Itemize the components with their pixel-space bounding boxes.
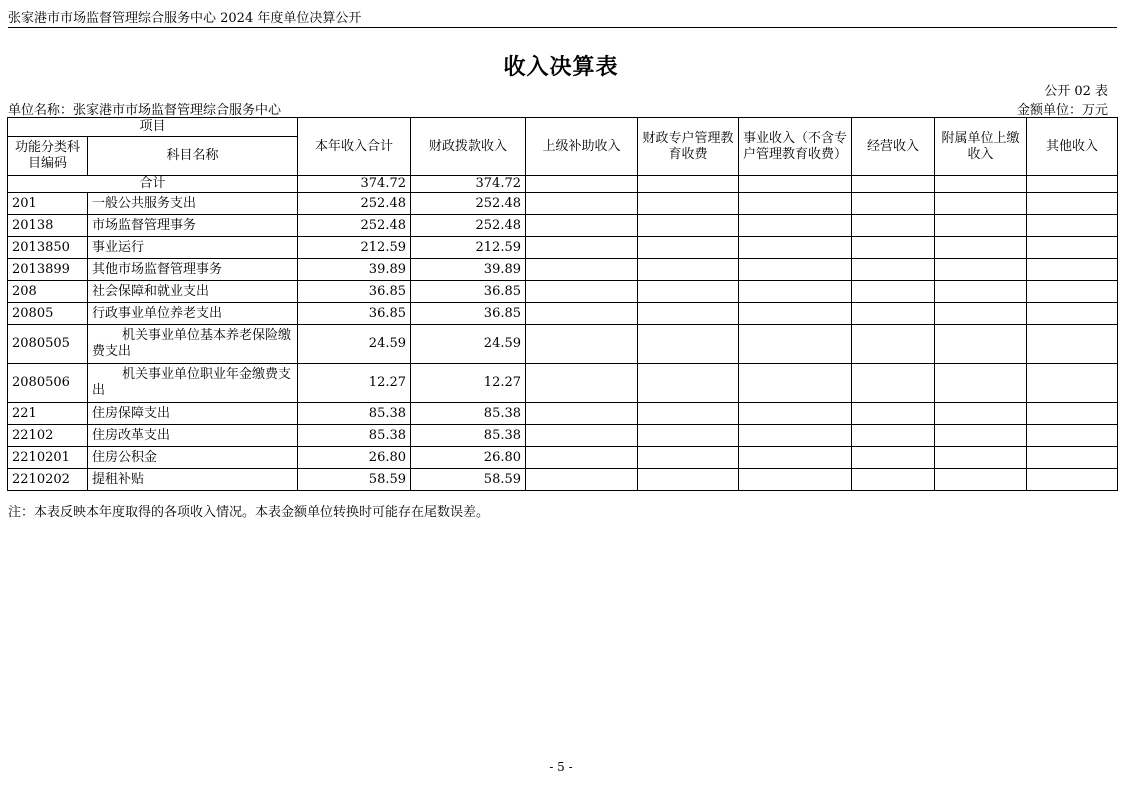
row-name: 事业运行: [88, 237, 298, 259]
row-fiscal: 26.80: [411, 447, 526, 469]
row-code: 2080505: [8, 325, 88, 364]
header-total: 本年收入合计: [298, 118, 411, 176]
row-fiscal: 36.85: [411, 303, 526, 325]
row-total: 26.80: [298, 447, 411, 469]
header-fiscal: 财政拨款收入: [411, 118, 526, 176]
row-name: 社会保障和就业支出: [88, 281, 298, 303]
form-code: 公开 02 表: [1044, 84, 1108, 99]
row-fiscal: 39.89: [411, 259, 526, 281]
header-business: 事业收入（不含专户管理教育收费）: [739, 118, 852, 176]
row-name: 市场监督管理事务: [88, 215, 298, 237]
table-row: [8, 215, 1118, 237]
row-name: 机关事业单位基本养老保险缴费支出: [88, 325, 298, 364]
row-total: 12.27: [298, 364, 411, 403]
row-name: 一般公共服务支出: [88, 193, 298, 215]
row-total: 85.38: [298, 425, 411, 447]
row-total: 252.48: [298, 193, 411, 215]
row-total: 36.85: [298, 303, 411, 325]
table-row: [8, 364, 1118, 403]
row-total: 58.59: [298, 469, 411, 491]
row-code: 22102: [8, 425, 88, 447]
header-edu-fee: 财政专户管理教育收费: [638, 118, 739, 176]
row-code: 2013899: [8, 259, 88, 281]
table-row: [8, 447, 1118, 469]
row-code: 208: [8, 281, 88, 303]
total-fiscal: 374.72: [411, 176, 526, 193]
footnote: 注：本表反映本年度取得的各项收入情况。本表金额单位转换时可能存在尾数误差。: [8, 505, 490, 520]
row-total: 24.59: [298, 325, 411, 364]
row-name: 提租补贴: [88, 469, 298, 491]
header-rule: [8, 27, 1117, 28]
header-other: 其他收入: [1027, 118, 1118, 176]
row-name: 住房保障支出: [88, 403, 298, 425]
row-fiscal: 252.48: [411, 215, 526, 237]
row-name: 机关事业单位职业年金缴费支出: [88, 364, 298, 403]
row-name: 其他市场监督管理事务: [88, 259, 298, 281]
row-total: 212.59: [298, 237, 411, 259]
row-code: 2080506: [8, 364, 88, 403]
row-fiscal: 12.27: [411, 364, 526, 403]
running-header: 张家港市市场监督管理综合服务中心 2024 年度单位决算公开: [8, 11, 362, 26]
row-total: 39.89: [298, 259, 411, 281]
table-row-total: [8, 176, 1118, 193]
header-subject-name: 科目名称: [88, 137, 298, 176]
table-row: [8, 193, 1118, 215]
table-row: [8, 259, 1118, 281]
row-fiscal: 85.38: [411, 425, 526, 447]
header-project: 项目: [8, 118, 298, 137]
page-number: - 5 -: [549, 760, 573, 774]
table-row: [8, 237, 1118, 259]
table-row: [8, 469, 1118, 491]
row-fiscal: 85.38: [411, 403, 526, 425]
row-total: 36.85: [298, 281, 411, 303]
row-name: 住房改革支出: [88, 425, 298, 447]
header-superior: 上级补助收入: [526, 118, 638, 176]
row-code: 2013850: [8, 237, 88, 259]
unit-name: 单位名称：张家港市市场监督管理综合服务中心: [8, 103, 282, 118]
row-code: 221: [8, 403, 88, 425]
table-row: [8, 325, 1118, 364]
row-fiscal: 24.59: [411, 325, 526, 364]
row-code: 2210202: [8, 469, 88, 491]
row-fiscal: 58.59: [411, 469, 526, 491]
row-name: 住房公积金: [88, 447, 298, 469]
table-row: [8, 281, 1118, 303]
table-row: [8, 403, 1118, 425]
income-table: [7, 117, 1118, 491]
page-title: 收入决算表: [503, 55, 619, 80]
row-code: 20138: [8, 215, 88, 237]
row-code: 201: [8, 193, 88, 215]
header-operating: 经营收入: [852, 118, 935, 176]
amount-unit: 金额单位：万元: [1016, 103, 1108, 118]
row-fiscal: 212.59: [411, 237, 526, 259]
table-row: [8, 425, 1118, 447]
row-code: 2210201: [8, 447, 88, 469]
row-name: 行政事业单位养老支出: [88, 303, 298, 325]
row-fiscal: 252.48: [411, 193, 526, 215]
row-total: 252.48: [298, 215, 411, 237]
table-row: [8, 303, 1118, 325]
total-label: 合计: [8, 176, 298, 193]
row-total: 85.38: [298, 403, 411, 425]
row-code: 20805: [8, 303, 88, 325]
header-affiliated: 附属单位上缴收入: [935, 118, 1027, 176]
header-func-code: 功能分类科目编码: [8, 137, 88, 176]
total-income: 374.72: [298, 176, 411, 193]
row-fiscal: 36.85: [411, 281, 526, 303]
